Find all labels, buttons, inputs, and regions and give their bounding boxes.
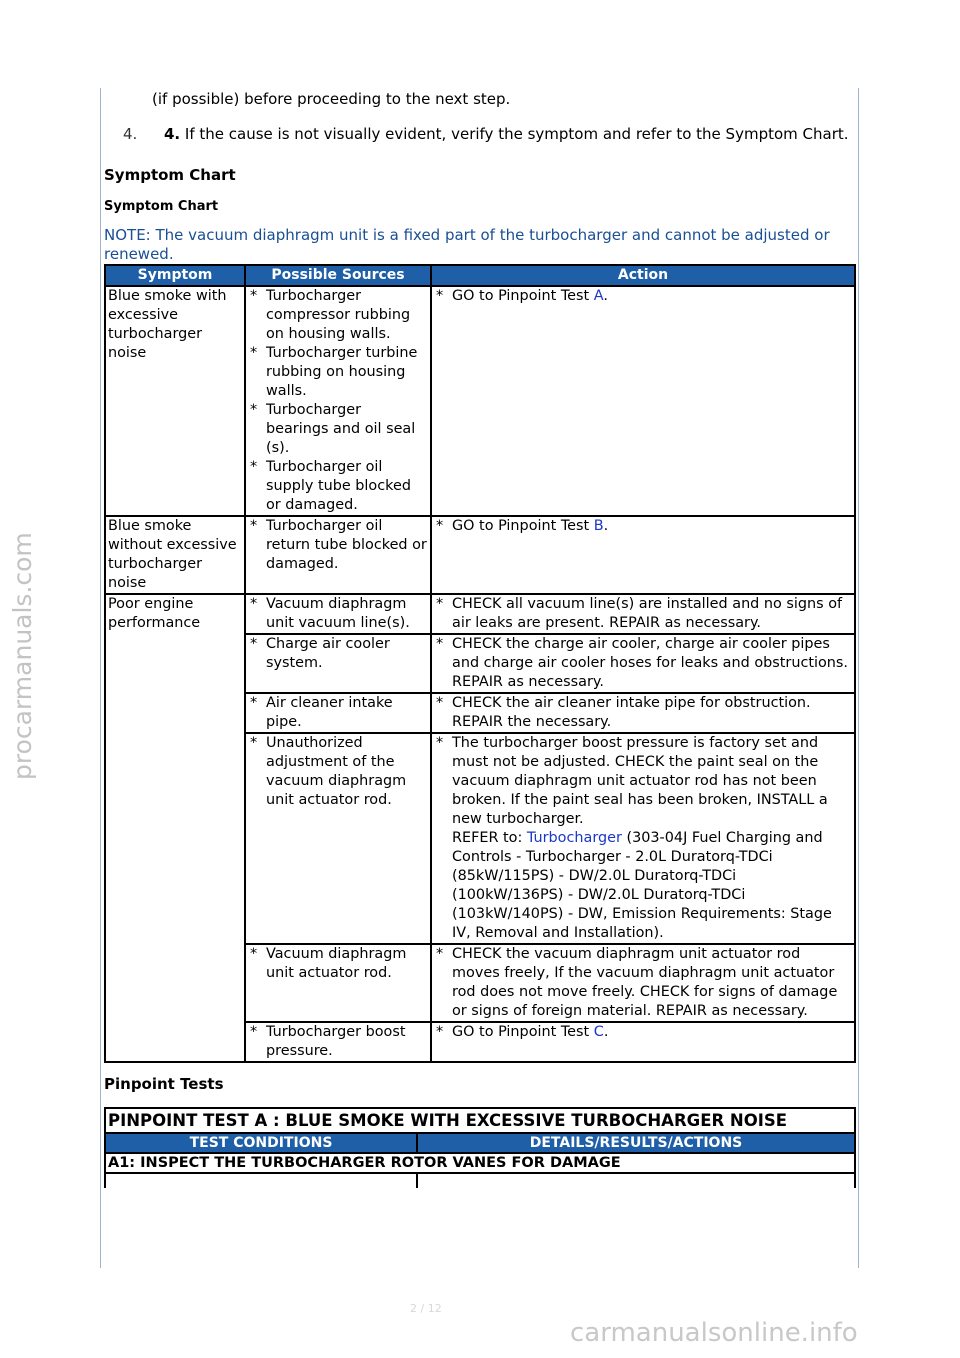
page-frame-left — [100, 88, 101, 1268]
table-row — [105, 516, 855, 594]
list-item: * Turbocharger oil return tube blocked or damaged. — [250, 518, 427, 572]
source-text: Turbocharger oil supply tube blocked or damaged. — [266, 459, 411, 513]
sources-cell — [245, 516, 431, 594]
source-text: Turbocharger compressor rubbing on housing walls. — [266, 288, 411, 342]
action-cell: * CHECK the vacuum diaphragm unit actuator rod moves freely, If the vacuum diaphragm unit actuator rod does not move freely. CHECK for signs of damage or signs of foreign material. REPAIR as necessary. — [431, 944, 855, 1022]
header-action: Action — [431, 265, 855, 286]
step-text: If the cause is not visually evident, verify the symptom and refer to the Symptom Chart. — [180, 125, 849, 143]
sources-cell — [245, 286, 431, 516]
action-cell: * CHECK the air cleaner intake pipe for obstruction. REPAIR the necessary. — [431, 693, 855, 733]
action-text: CHECK the vacuum diaphragm unit actuator rod moves freely, If the vacuum diaphragm unit actuator rod does not move freely. CHECK for signs of damage or signs of foreign material. REPAIR as necessary. — [452, 946, 838, 1019]
action-text: GO to Pinpoint Test — [452, 518, 594, 534]
source-text: Vacuum diaphragm unit actuator rod. — [266, 946, 407, 981]
action-tail: . — [603, 1024, 609, 1040]
cut-cell — [105, 1173, 417, 1188]
page-frame-right — [858, 88, 859, 1268]
document-content — [104, 90, 856, 1188]
refer-prefix: REFER to: — [452, 830, 527, 846]
action-cell: * GO to Pinpoint Test A. — [431, 286, 855, 516]
cut-cell — [417, 1173, 855, 1188]
list-item: * Turbocharger compressor rubbing on housing walls. — [250, 288, 411, 342]
header-details-results-actions: DETAILS/RESULTS/ACTIONS — [417, 1133, 855, 1153]
sources-cell: * Vacuum diaphragm unit actuator rod. — [245, 944, 431, 1022]
action-cell: * GO to Pinpoint Test B. — [431, 516, 855, 594]
sources-cell: * Unauthorized adjustment of the vacuum diaphragm unit actuator rod. — [245, 733, 431, 944]
source-text: Turbocharger bearings and oil seal (s). — [266, 402, 416, 456]
step-a1-heading: A1: INSPECT THE TURBOCHARGER ROTOR VANES FOR DAMAGE — [105, 1153, 855, 1173]
pinpoint-tests-heading: Pinpoint Tests — [104, 1075, 224, 1093]
action-text: CHECK the air cleaner intake pipe for obstruction. REPAIR the necessary. — [452, 695, 811, 730]
action-text: GO to Pinpoint Test — [452, 1024, 594, 1040]
source-text: Unauthorized adjustment of the vacuum diaphragm unit actuator rod. — [266, 735, 407, 808]
action-text: CHECK all vacuum line(s) are installed and no signs of air leaks are present. REPAIR as necessary. — [452, 596, 843, 631]
list-item: * Turbocharger turbine rubbing on housing walls. — [250, 345, 418, 399]
pinpoint-link-a[interactable]: A — [593, 288, 604, 304]
action-tail: . — [603, 288, 608, 304]
action-tail: . — [603, 518, 609, 534]
sources-cell: * Vacuum diaphragm unit vacuum line(s). — [245, 594, 431, 634]
source-text: Air cleaner intake pipe. — [266, 695, 393, 730]
sources-cell: * Charge air cooler system. — [245, 634, 431, 693]
table-row — [105, 286, 855, 516]
symptom-cell: Blue smoke without excessive turbocharger noise — [105, 516, 245, 594]
symptom-chart-subheading: Symptom Chart — [104, 199, 219, 214]
page-number: 2 / 12 — [410, 1302, 442, 1315]
table-row — [105, 594, 855, 634]
action-text: GO to Pinpoint Test — [452, 288, 594, 304]
header-possible-sources: Possible Sources — [245, 265, 431, 286]
sources-cell: * Air cleaner intake pipe. — [245, 693, 431, 733]
note-text: NOTE: The vacuum diaphragm unit is a fixed part of the turbocharger and cannot be adjusted or renewed. — [104, 226, 830, 263]
side-watermark: procarmanuals.com — [8, 532, 37, 780]
action-cell: * The turbocharger boost pressure is factory set and must not be adjusted. CHECK the paint seal on the vacuum diaphragm unit actuator rod has not been broken. If the paint seal has been broken, INSTALL a new turbocharger. REFER to: Turbocharger (303-04J Fuel Charging and Controls - Turbocharger - 2.0L Duratorq-TDCi (85kW/115PS) - DW/2.0L Duratorq-TDCi (100kW/136PS) - DW/2.0L Duratorq-TDCi (103kW/140PS) - DW, Emission Requirements: Stage IV, Removal and Installation). — [431, 733, 855, 944]
list-item: * Turbocharger oil supply tube blocked or damaged. — [250, 459, 411, 513]
source-text: Charge air cooler system. — [266, 636, 390, 671]
symptom-chart-heading: Symptom Chart — [104, 166, 236, 184]
step-bold-number: 4. — [164, 125, 181, 143]
action-cell: * CHECK the charge air cooler, charge air cooler pipes and charge air cooler hoses for leaks and obstructions. REPAIR as necessary. — [431, 634, 855, 693]
source-text: Vacuum diaphragm unit vacuum line(s). — [266, 596, 410, 631]
step-number: 4. — [123, 125, 138, 143]
source-text: Turbocharger boost pressure. — [266, 1024, 406, 1059]
bottom-watermark: carmanualsonline.info — [570, 1318, 858, 1348]
continuation-text: (if possible) before proceeding to the next step. — [152, 90, 511, 108]
turbocharger-link[interactable]: Turbocharger — [526, 830, 622, 846]
symptom-cell: Blue smoke with excessive turbocharger noise — [105, 286, 245, 516]
header-test-conditions: TEST CONDITIONS — [105, 1133, 417, 1153]
symptom-cell: Poor engine performance — [105, 594, 245, 1062]
pinpoint-title: PINPOINT TEST A : BLUE SMOKE WITH EXCESSIVE TURBOCHARGER NOISE — [105, 1108, 855, 1133]
list-item: * Turbocharger bearings and oil seal (s). — [250, 402, 416, 456]
symptom-table — [104, 264, 856, 1063]
pinpoint-test-table — [104, 1107, 856, 1188]
action-text: CHECK the charge air cooler, charge air cooler pipes and charge air cooler hoses for leaks and obstructions. REPAIR as necessary. — [452, 636, 848, 690]
sources-cell: * Turbocharger boost pressure. — [245, 1022, 431, 1062]
action-text: The turbocharger boost pressure is factory set and must not be adjusted. CHECK the paint seal on the vacuum diaphragm unit actuator rod has not been broken. If the paint seal has been broken, INSTALL a new turbocharger. — [452, 735, 828, 827]
action-cell: * GO to Pinpoint Test C. — [431, 1022, 855, 1062]
step-4 — [104, 125, 856, 144]
refer-tail: (303-04J Fuel Charging and Controls - Turbocharger - 2.0L Duratorq-TDCi (85kW/115PS) - DW/2.0L Duratorq-TDCi (100kW/136PS) - DW/2.0L Duratorq-TDCi (103kW/140PS) - DW, Emission Requirements: Stage IV, Removal and Installation). — [452, 830, 832, 941]
header-symptom: Symptom — [105, 265, 245, 286]
pinpoint-link-c[interactable]: C — [593, 1024, 604, 1040]
action-cell: * CHECK all vacuum line(s) are installed and no signs of air leaks are present. REPAIR as necessary. — [431, 594, 855, 634]
source-text: Turbocharger turbine rubbing on housing walls. — [266, 345, 418, 399]
source-text: Turbocharger oil return tube blocked or damaged. — [266, 518, 427, 572]
pinpoint-link-b[interactable]: B — [593, 518, 604, 534]
